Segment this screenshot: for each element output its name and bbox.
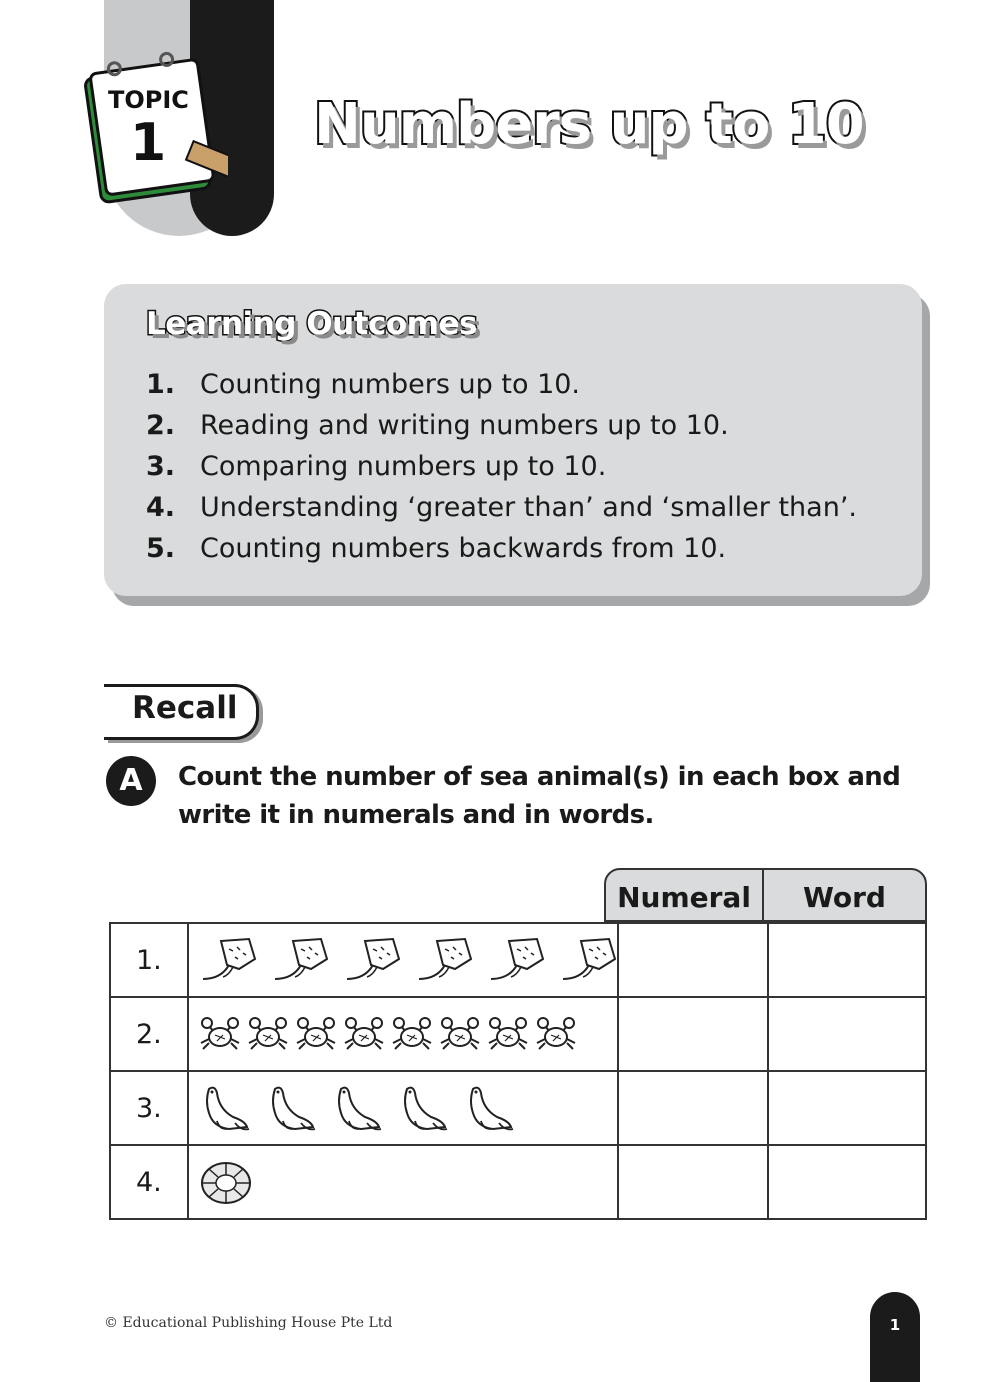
table-row [110, 997, 926, 1071]
picture-cell [188, 997, 618, 1071]
stingray-icon [415, 935, 473, 985]
copyright-text: © Educational Publishing House Pte Ltd [104, 1315, 393, 1331]
row-number: 2. [110, 997, 188, 1071]
instruction-text: Count the number of sea animal(s) in each box and write it in numerals and in words. [178, 762, 901, 830]
recall-label: Recall [132, 690, 238, 726]
table-row [110, 1071, 926, 1145]
word-answer-cell[interactable] [768, 923, 926, 997]
numeral-answer-cell[interactable] [618, 1145, 768, 1219]
numeral-answer-cell[interactable] [618, 923, 768, 997]
stingray-icon [343, 935, 401, 985]
row-number: 4. [110, 1145, 188, 1219]
header-numeral: Numeral [604, 868, 764, 922]
word-answer-cell[interactable] [768, 1071, 926, 1145]
stingray-icon [487, 935, 545, 985]
counting-table [109, 922, 927, 1220]
section-badge: A [106, 756, 156, 806]
numeral-answer-cell[interactable] [618, 997, 768, 1071]
row-number: 3. [110, 1071, 188, 1145]
topic-label: TOPIC [108, 86, 189, 114]
table-row [110, 923, 926, 997]
seal-icon [199, 1083, 251, 1133]
picture-cell [188, 1145, 618, 1219]
crab-icon [487, 1013, 529, 1055]
topic-calendar-icon [78, 48, 228, 208]
stingray-icon [199, 935, 257, 985]
word-answer-cell[interactable] [768, 997, 926, 1071]
outcomes-list [146, 364, 857, 569]
outcomes-heading: Learning Outcomes [146, 306, 477, 342]
crab-icon [247, 1013, 289, 1055]
topic-number: 1 [130, 113, 167, 173]
outcome-item: 4. Understanding ‘greater than’ and ‘smaller than’. [146, 492, 857, 523]
sea-urchin-icon [199, 1157, 253, 1207]
crab-icon [199, 1013, 241, 1055]
header-word: Word [762, 868, 927, 922]
outcome-item: 3. Comparing numbers up to 10. [146, 451, 607, 482]
table-row [110, 1145, 926, 1219]
row-number: 1. [110, 923, 188, 997]
page-number: 1 [870, 1292, 920, 1382]
picture-cell [188, 923, 618, 997]
picture-cell [188, 1071, 618, 1145]
seal-icon [331, 1083, 383, 1133]
seal-icon [397, 1083, 449, 1133]
stingray-icon [559, 935, 617, 985]
crab-icon [391, 1013, 433, 1055]
crab-icon [535, 1013, 577, 1055]
word-answer-cell[interactable] [768, 1145, 926, 1219]
numeral-answer-cell[interactable] [618, 1071, 768, 1145]
page-title: Numbers up to 10 [314, 92, 864, 157]
outcome-item: 1. Counting numbers up to 10. [146, 369, 581, 400]
outcome-item: 2. Reading and writing numbers up to 10. [146, 410, 729, 441]
crab-icon [439, 1013, 481, 1055]
outcome-item: 5. Counting numbers backwards from 10. [146, 533, 727, 564]
seal-icon [265, 1083, 317, 1133]
crab-icon [295, 1013, 337, 1055]
crab-icon [343, 1013, 385, 1055]
stingray-icon [271, 935, 329, 985]
seal-icon [463, 1083, 515, 1133]
